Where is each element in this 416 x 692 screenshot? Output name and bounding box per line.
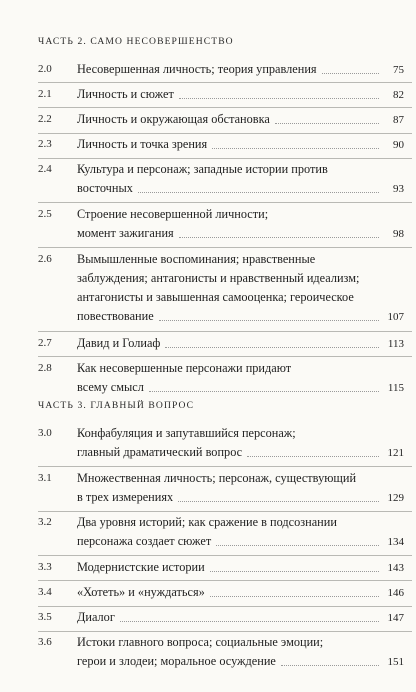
entry-title-text: Вымышленные воспоминания; нравственные [77,251,316,266]
entry-title-text: Модернистские истории [77,560,205,575]
entry-title-text: Личность и сюжет [77,87,174,102]
section-number: 2.7 [38,336,52,349]
entry-title [77,583,412,602]
page-number: 87 [393,114,404,127]
entry-title [77,250,412,326]
entry-title-line [77,160,412,179]
part-heading: ЧАСТЬ 3. ГЛАВНЫЙ ВОПРОС [38,400,195,411]
entry-divider [38,247,412,248]
entry-title-text: момент зажигания [77,226,174,241]
dot-leader [179,237,379,238]
entry-title-text: Множественная личность; персонаж, существующий [77,470,357,485]
dot-leader [322,73,379,74]
entry-title-text: Строение несовершенной личности; [77,207,269,222]
entry-title-text: повествование [77,308,154,323]
entry-title-line [77,110,412,129]
section-number: 3.1 [38,471,52,484]
entry-title [77,135,412,154]
dot-leader [281,665,379,666]
entry-title-text: персонажа создает сюжет [77,534,212,549]
page-number: 151 [387,656,404,669]
page-number: 143 [387,562,404,575]
entry-title [77,513,412,551]
entry-title-text: Два уровня историй; как сражение в подсознании [77,515,337,530]
entry-title-line [77,633,412,652]
page-number: 115 [387,381,404,394]
section-number: 3.5 [38,611,52,624]
page-number: 90 [393,139,404,152]
entry-title-text: «Хотеть» и «нуждаться» [77,585,205,600]
entry-title-line [77,250,412,269]
entry-divider [38,606,412,607]
page-number: 107 [387,310,404,323]
page-number: 146 [387,587,404,600]
entry-divider [38,107,412,108]
page-number: 98 [393,228,404,241]
entry-title-line [77,652,412,671]
page-number: 134 [387,536,404,549]
section-number: 2.2 [38,113,52,126]
entry-title-line [77,469,412,488]
entry-title-line [77,558,412,577]
entry-title [77,424,412,462]
entry-title-text: в трех измерениях [77,489,174,504]
section-number: 3.3 [38,561,52,574]
dot-leader [178,501,379,502]
entry-title-text: Личность и окружающая обстановка [77,112,270,127]
entry-title-text: Давид и Голиаф [77,335,161,350]
entry-title-line [77,583,412,602]
dot-leader [138,192,379,193]
entry-divider [38,158,412,159]
entry-title-line [77,443,412,462]
entry-divider [38,331,412,332]
entry-title-line [77,135,412,154]
page-number: 121 [387,447,404,459]
section-number: 3.4 [38,586,52,599]
dot-leader [159,320,379,321]
entry-title [77,60,412,79]
section-number: 2.1 [38,88,52,101]
entry-title [77,334,412,353]
section-number: 2.5 [38,208,52,221]
entry-title-text: Культура и персонаж; западные истории против [77,162,328,177]
page-number: 147 [387,612,404,625]
dot-leader [120,621,379,622]
entry-title-line [77,205,412,224]
entry-title-text: Личность и точка зрения [77,137,208,152]
entry-title-line [77,60,412,79]
page-number: 113 [387,337,404,350]
entry-title-text: Как несовершенные персонажи придают [77,360,292,375]
entry-title-line [77,608,412,627]
entry-title-line [77,224,412,243]
dot-leader [216,545,379,546]
entry-title-text: заблуждения; антагонисты и нравственный идеализм; [77,270,360,285]
page-number: 82 [393,89,404,102]
entry-title [77,608,412,627]
entry-divider [38,631,412,632]
entry-title-text: Истоки главного вопроса; социальные эмоции; [77,635,324,650]
dot-leader [247,456,379,457]
part-heading: ЧАСТЬ 2. САМО НЕСОВЕРШЕНСТВО [38,36,234,47]
entry-divider [38,580,412,581]
entry-title-line [77,532,412,551]
entry-title-text: антагонисты и завышенная самооценка; героическое [77,289,354,304]
section-number: 3.2 [38,516,52,529]
entry-divider [38,466,412,467]
entry-title-line [77,378,412,397]
dot-leader [149,391,379,392]
entry-title-text: Несовершенная личность; теория управления [77,62,317,76]
page-number: 129 [387,491,404,504]
entry-title-text: восточных [77,181,133,196]
entry-title-text: главный драматический вопрос [77,445,243,459]
entry-title-text: Диалог [77,610,115,625]
entry-title-line [77,359,412,378]
entry-title-text: Конфабуляция и запутавшийся персонаж; [77,426,296,440]
entry-title [77,110,412,129]
entry-divider [38,511,412,512]
section-number: 2.8 [38,361,52,374]
entry-title [77,205,412,243]
entry-title [77,85,412,104]
section-number: 3.0 [38,427,52,439]
dot-leader [179,98,379,99]
entry-divider [38,356,412,357]
entry-title [77,633,412,671]
dot-leader [210,571,379,572]
entry-title-line [77,269,412,288]
page-number: 75 [393,64,404,76]
entry-title-line [77,334,412,353]
page-number: 93 [393,183,404,196]
section-number: 3.6 [38,636,52,649]
entry-title-text: герои и злодеи; моральное осуждение [77,654,276,669]
entry-title-line [77,288,412,307]
dot-leader [275,123,379,124]
entry-title-line [77,307,412,326]
entry-title-text: всему смысл [77,379,144,394]
entry-title-line [77,513,412,532]
entry-title [77,558,412,577]
section-number: 2.3 [38,138,52,151]
entry-title [77,359,412,397]
entry-divider [38,555,412,556]
dot-leader [210,596,379,597]
dot-leader [212,148,379,149]
entry-divider [38,133,412,134]
section-number: 2.6 [38,252,52,265]
entry-title-line [77,85,412,104]
section-number: 2.0 [38,63,52,75]
entry-divider [38,82,412,83]
entry-title-line [77,179,412,198]
entry-title-line [77,488,412,507]
entry-title-line [77,424,412,443]
section-number: 2.4 [38,163,52,176]
entry-title [77,469,412,507]
dot-leader [165,347,379,348]
entry-title [77,160,412,198]
entry-divider [38,202,412,203]
